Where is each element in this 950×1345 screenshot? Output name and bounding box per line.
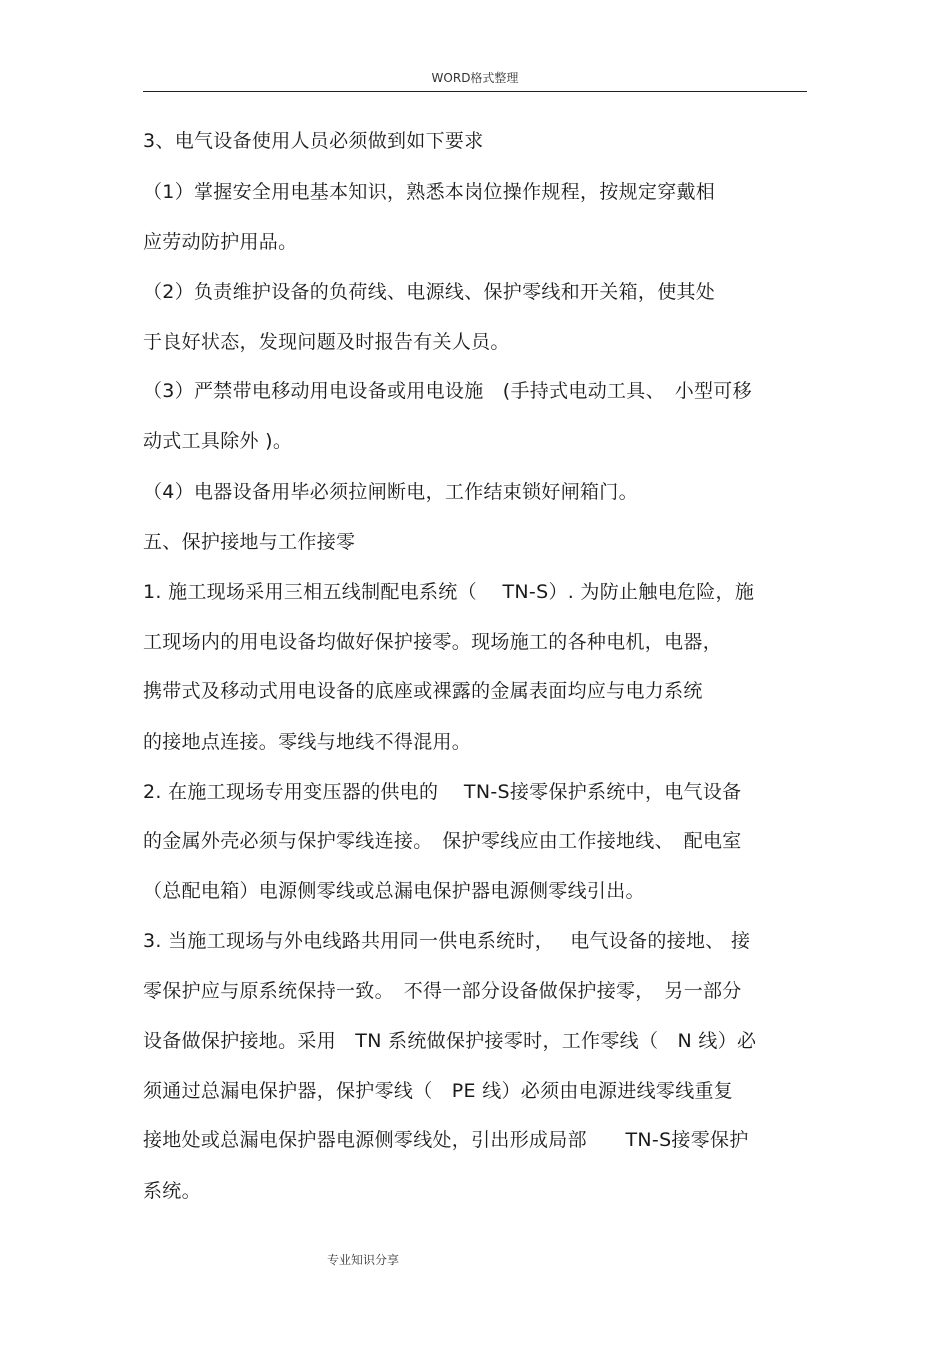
text-line: 零保护应与原系统保持一致。 不得一部分设备做保护接零， 另一部分	[143, 980, 742, 1002]
text-line: （3）严禁带电移动用电设备或用电设施 (手持式电动工具、 小型可移	[143, 380, 752, 402]
text-line: 应劳动防护用品。	[143, 231, 298, 253]
text-line: 携带式及移动式用电设备的底座或裸露的金属表面均应与电力系统	[143, 680, 703, 702]
text-line: 于良好状态，发现问题及时报告有关人员。	[143, 331, 510, 353]
text-line: 接地处或总漏电保护器电源侧零线处，引出形成局部 TN-S接零保护	[143, 1129, 749, 1151]
text-line: （4）电器设备用毕必须拉闸断电，工作结束锁好闸箱门。	[143, 481, 638, 503]
text-line: （2）负责维护设备的负荷线、电源线、保护零线和开关箱，使其处	[143, 281, 716, 303]
text-line: 系统。	[143, 1180, 201, 1202]
page-header-title: WORD格式整理	[431, 71, 519, 85]
text-line: 设备做保护接地。采用 TN 系统做保护接零时，工作零线（ N 线）必	[143, 1030, 757, 1052]
page-footer-text: 专业知识分享	[326, 1253, 399, 1267]
text-line: 的金属外壳必须与保护零线连接。 保护零线应由工作接地线、 配电室	[143, 830, 742, 852]
text-line: 的接地点连接。零线与地线不得混用。	[143, 731, 472, 753]
text-line: 3. 当施工现场与外电线路共用同一供电系统时， 电气设备的接地、 接	[143, 930, 751, 952]
text-line-section-5-heading: 五、保护接地与工作接零	[143, 531, 356, 553]
text-line: 动式工具除外 )。	[143, 430, 293, 452]
text-line: 工现场内的用电设备均做好保护接零。现场施工的各种电机，电器，	[143, 631, 723, 653]
text-line: 2. 在施工现场专用变压器的供电的 TN-S接零保护系统中，电气设备	[143, 781, 742, 803]
text-line: 1. 施工现场采用三相五线制配电系统（ TN-S）. 为防止触电危险，施	[143, 581, 755, 603]
text-line: （总配电箱）电源侧零线或总漏电保护器电源侧零线引出。	[143, 880, 645, 902]
text-line-section-3-heading: 3、电气设备使用人员必须做到如下要求	[143, 130, 484, 152]
text-line: （1）掌握安全用电基本知识，熟悉本岗位操作规程，按规定穿戴相	[143, 181, 716, 203]
header-divider	[143, 91, 807, 92]
text-line: 须通过总漏电保护器，保护零线（ PE 线）必须由电源进线零线重复	[143, 1080, 734, 1102]
